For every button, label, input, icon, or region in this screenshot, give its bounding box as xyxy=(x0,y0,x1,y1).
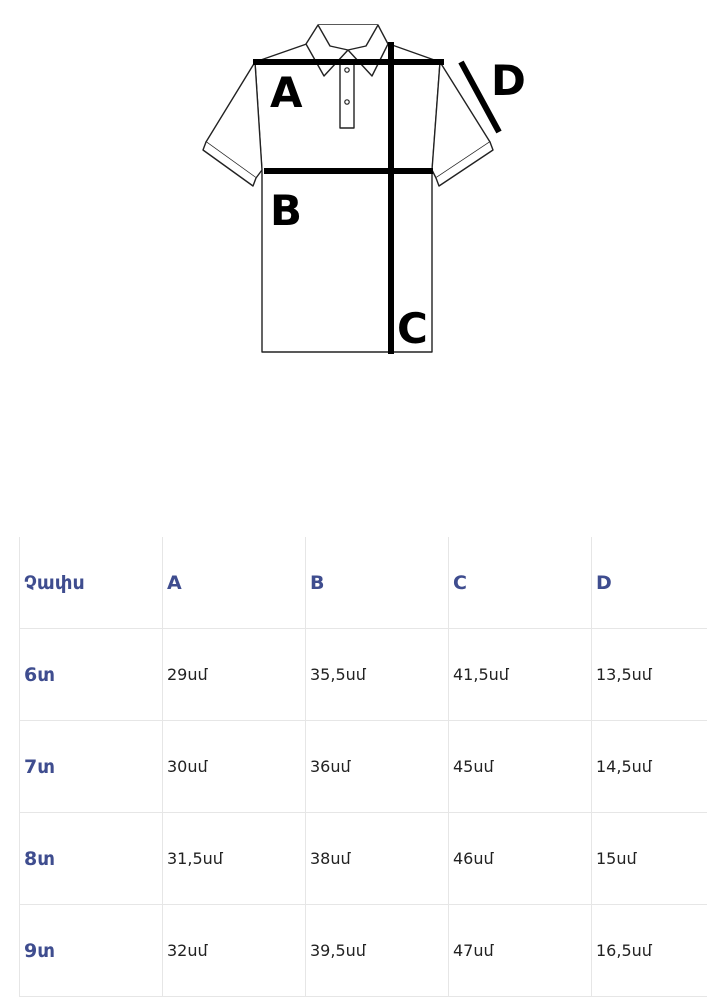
table-cell: 30սմ xyxy=(163,721,306,813)
table-cell: 38սմ xyxy=(306,813,449,905)
measurement-label-c: C xyxy=(397,304,428,353)
table-cell: 47սմ xyxy=(449,905,592,997)
table-cell: 39,5սմ xyxy=(306,905,449,997)
measurement-label-d: D xyxy=(491,56,526,105)
polo-shirt-icon xyxy=(0,0,707,380)
table-cell: 29սմ xyxy=(163,629,306,721)
size-cell: 6տ xyxy=(20,629,163,721)
table-row xyxy=(20,721,707,813)
table-cell: 36սմ xyxy=(306,721,449,813)
header-b: B xyxy=(306,537,449,629)
table-cell: 35,5սմ xyxy=(306,629,449,721)
table-cell: 32սմ xyxy=(163,905,306,997)
table-cell: 14,5սմ xyxy=(592,721,707,813)
table-cell: 31,5սմ xyxy=(163,813,306,905)
table-row xyxy=(20,905,707,997)
table-row xyxy=(20,813,707,905)
measurement-label-a: A xyxy=(270,68,303,117)
size-cell: 9տ xyxy=(20,905,163,997)
header-size: Չափս xyxy=(20,537,163,629)
table-cell: 13,5սմ xyxy=(592,629,707,721)
size-cell: 8տ xyxy=(20,813,163,905)
table-row xyxy=(20,629,707,721)
table-header-row xyxy=(20,537,707,629)
table-cell: 16,5սմ xyxy=(592,905,707,997)
size-cell: 7տ xyxy=(20,721,163,813)
table-cell: 45սմ xyxy=(449,721,592,813)
size-chart-table xyxy=(19,537,707,997)
header-a: A xyxy=(163,537,306,629)
header-d: D xyxy=(592,537,707,629)
table-cell: 41,5սմ xyxy=(449,629,592,721)
table-cell: 46սմ xyxy=(449,813,592,905)
shirt-measurement-diagram xyxy=(0,0,707,380)
measurement-label-b: B xyxy=(270,186,303,235)
header-c: C xyxy=(449,537,592,629)
table-cell: 15սմ xyxy=(592,813,707,905)
